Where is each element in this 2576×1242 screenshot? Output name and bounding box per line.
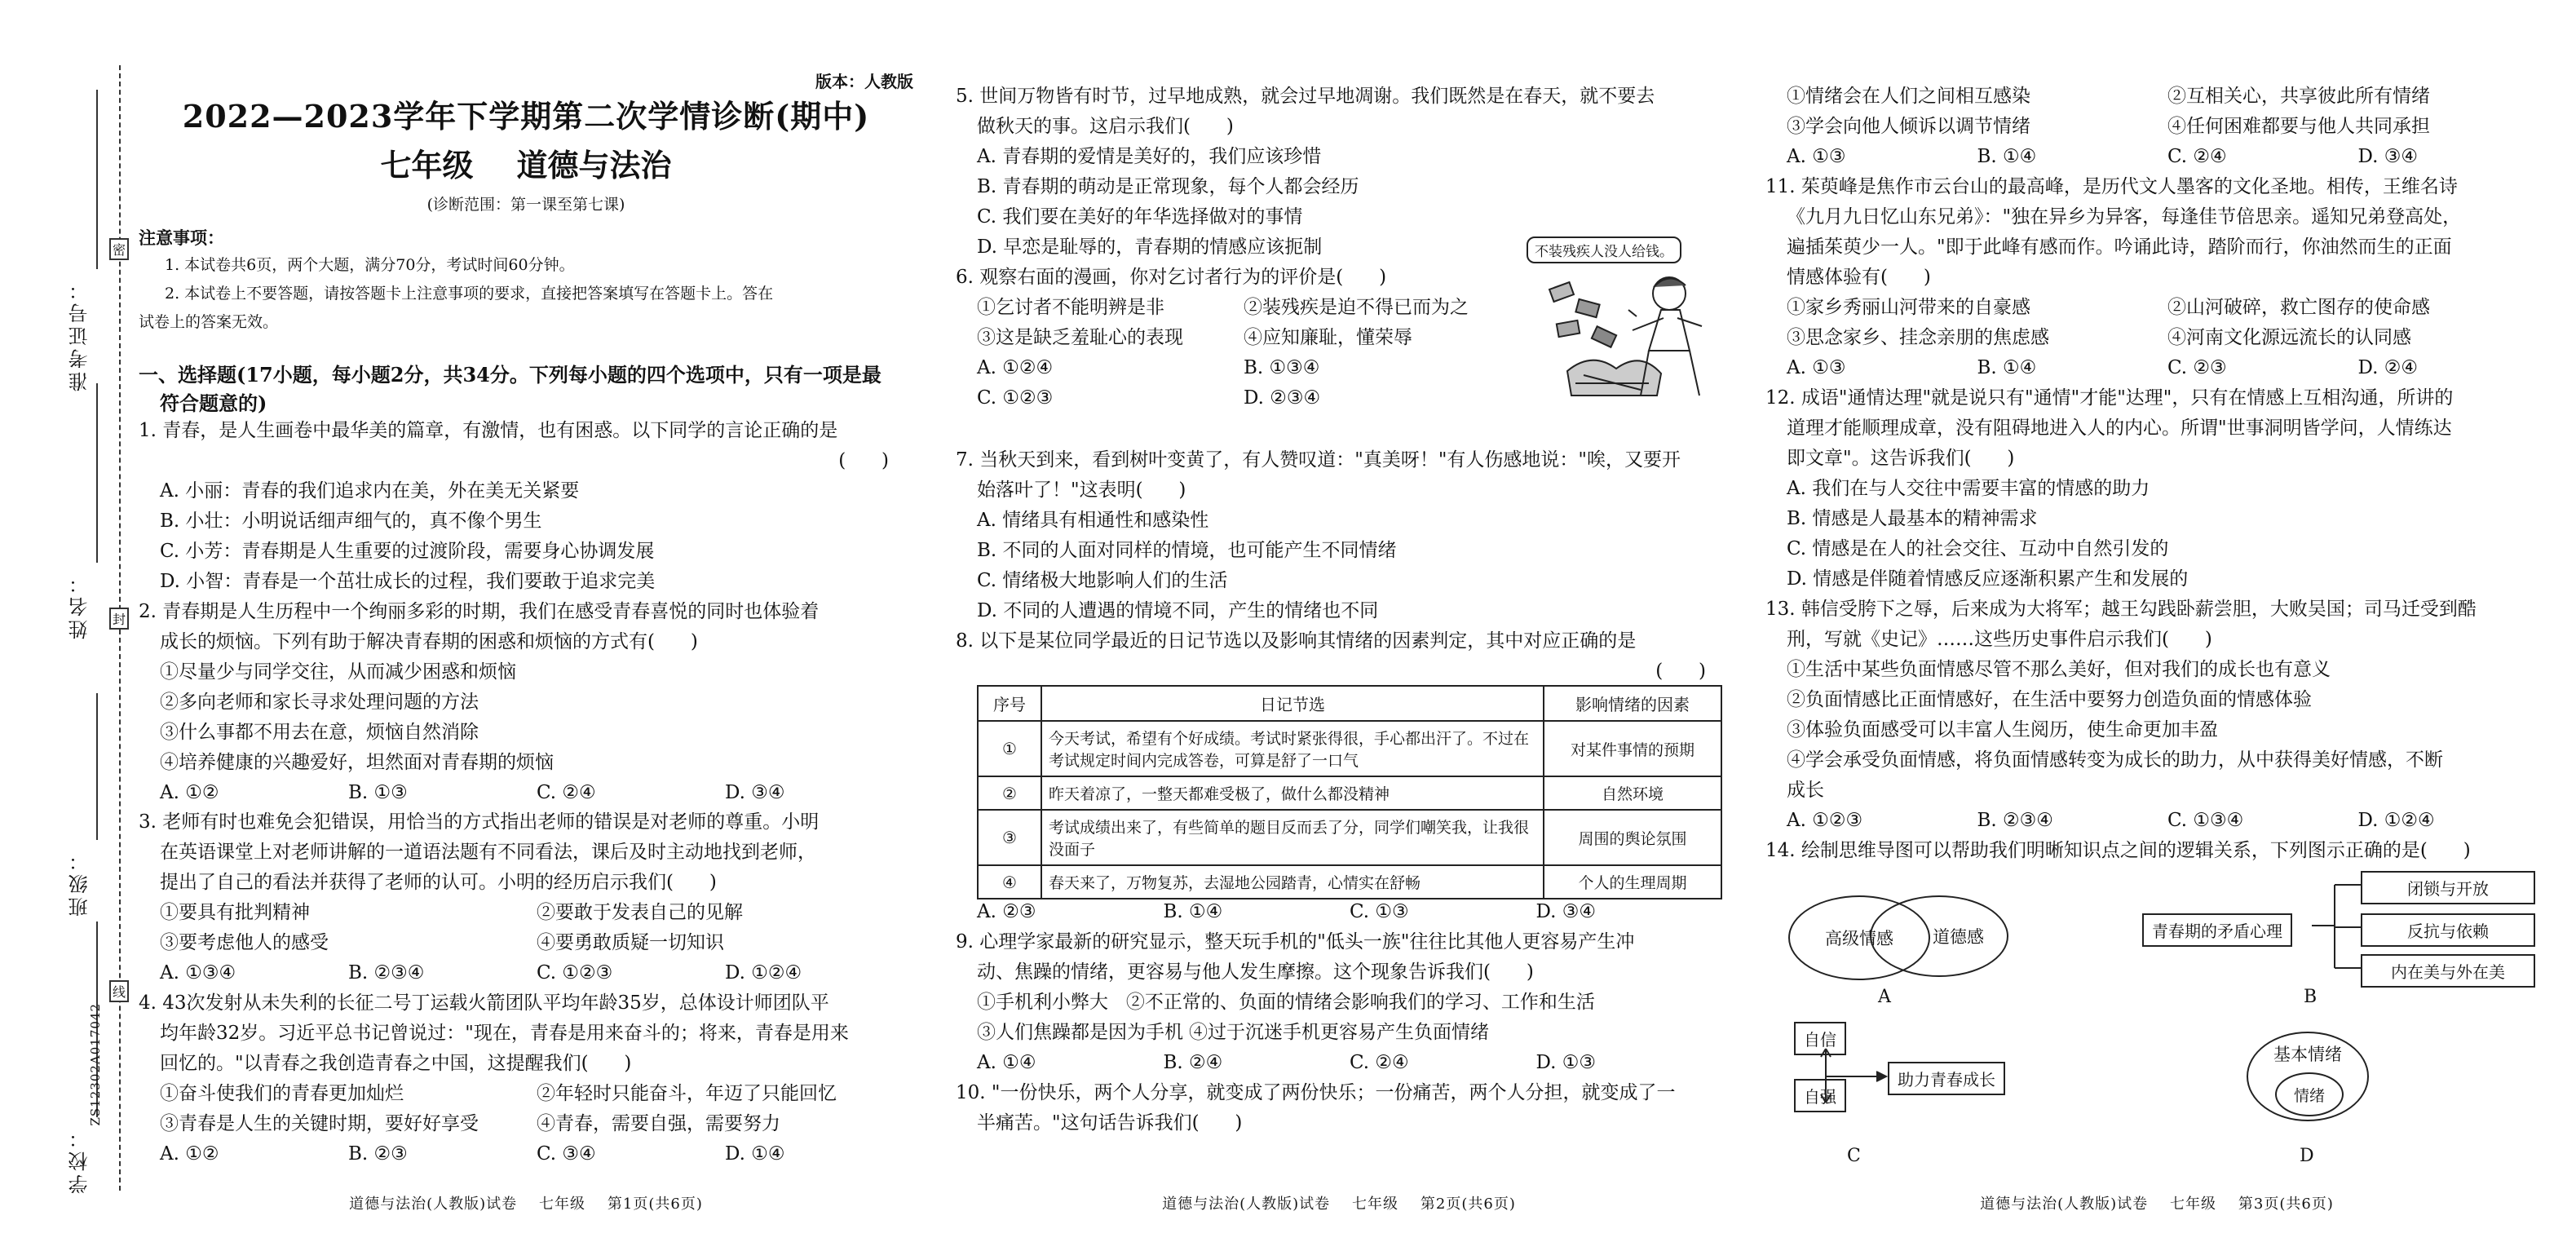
q11-item-2: ②山河破碎，救亡图存的使命感	[2167, 297, 2430, 318]
diagram-b-item-2: 反抗与依赖	[2361, 913, 2535, 947]
q12-stem: 12. 成语"通情达理"就是说只有"通情"才能"达理"，只有在情感上互相沟通，所讲的	[1765, 387, 2454, 409]
notice-2: 2. 本试卷上不要答题，请按答题卡上注意事项的要求，直接把答案填写在答题卡上。答在	[165, 285, 774, 303]
exam-scope: (诊断范围：第一课至第七课)	[426, 196, 625, 214]
q1-option-a: A. 小丽：青春的我们追求内在美，外在美无关紧要	[160, 480, 580, 502]
diagram-b-center: 青春期的矛盾心理	[2142, 913, 2292, 947]
q6-item-2: ②装残疾是迫不得已而为之	[1244, 297, 1469, 318]
cartoon-drawing	[1518, 228, 1722, 416]
q4-item-2: ②年轻时只能奋斗，年迈了只能回忆	[537, 1083, 837, 1104]
q6-item-4: ④应知廉耻，懂荣辱	[1244, 327, 1412, 348]
notice-1: 1. 本试卷共6页，两个大题，满分70分，考试时间60分钟。	[165, 256, 575, 274]
question-7	[956, 445, 1722, 626]
page-1	[139, 0, 913, 1242]
q3-option-d: D. ①②④	[725, 962, 802, 983]
q10-option-c: C. ②④	[2167, 146, 2227, 167]
page-3	[1765, 0, 2548, 1242]
q13-option-a: A. ①②③	[1787, 810, 1863, 831]
table-row	[978, 865, 1721, 899]
q4-stem-b: 均年龄32岁。习近平总书记曾说过："现在，青春是用来奋斗的；将来，青春是用来	[160, 1023, 849, 1044]
q2-item-3: ③什么事都不用去在意，烦恼自然消除	[160, 722, 479, 743]
q7-option-b: B. 不同的人面对同样的情境，也可能产生不同情绪	[977, 540, 1397, 561]
table-row	[978, 776, 1721, 810]
q3-stem: 3. 老师有时也难免会犯错误，用恰当的方式指出老师的错误是对老师的尊重。小明	[139, 811, 820, 833]
q11-items-row1	[1765, 293, 2548, 323]
q11-stem-d: 情感体验有( )	[1787, 267, 1931, 288]
q6-items-row2	[956, 323, 1510, 353]
diagram-b-item-1: 闭锁与开放	[2361, 871, 2535, 904]
q4-items-row2	[139, 1109, 913, 1139]
q13-option-b: B. ②③④	[1977, 810, 2053, 831]
q6-item-1: ①乞讨者不能明辨是非	[977, 297, 1164, 318]
q3-item-3: ③要考虑他人的感受	[160, 932, 329, 953]
q1-paren: ( )	[838, 450, 889, 471]
binding-strip	[0, 0, 130, 1242]
diary-table	[977, 685, 1722, 899]
q9-option-a: A. ①④	[977, 1052, 1036, 1073]
q10-item-1: ①情绪会在人们之间相互感染	[1787, 86, 2030, 107]
q6-options-row2	[956, 383, 1510, 413]
section-1-heading: 一、选择题(17小题，每小题2分，共34分。下列每小题的四个选项中，只有一项是最	[139, 363, 881, 387]
edition-label: 版本：人教版	[815, 72, 913, 91]
row-diary: 春天来了，万物复苏，去湿地公园踏青，心情实在舒畅	[1041, 865, 1544, 899]
q10-stem: 10. "一份快乐，两个人分享，就变成了两份快乐；一份痛苦，两个人分担，就变成了一	[956, 1082, 1676, 1103]
q11-option-b: B. ①④	[1977, 357, 2037, 378]
table-row	[978, 721, 1721, 776]
q9-option-b: B. ②④	[1163, 1052, 1223, 1073]
paper-code: ZS12302A017042	[88, 1003, 103, 1126]
class-line	[96, 693, 98, 840]
q3-item-4: ④要勇敢质疑一切知识	[537, 932, 724, 953]
q10-stem-b: 半痛苦。"这句话告诉我们( )	[977, 1112, 1243, 1134]
q5-option-a: A. 青春期的爱情是美好的，我们应该珍惜	[977, 146, 1322, 167]
q2-option-c: C. ②④	[537, 782, 596, 803]
q2-item-2: ②多向老师和家长寻求处理问题的方法	[160, 692, 479, 713]
diagram-a-left-ellipse: 高级情感	[1788, 895, 1930, 980]
question-6	[956, 263, 1510, 413]
q13-item-3: ③体验负面感受可以丰富人生阅历，使生命更加丰盈	[1787, 719, 2218, 740]
q1-option-c: C. 小芳：青春期是人生重要的过渡阶段，需要身心协调发展	[160, 541, 655, 562]
q6-option-a: A. ①②④	[977, 357, 1054, 378]
q9-stem: 9. 心理学家最新的研究显示，整天玩手机的"低头一族"往往比其他人更容易产生冲	[956, 931, 1635, 952]
diagram-b-item-3: 内在美与外在美	[2361, 954, 2535, 988]
q8-stem: 8. 以下是某位同学最近的日记节选以及影响其情绪的因素判定，其中对应正确的是	[956, 630, 1637, 652]
student-name-line	[96, 383, 98, 563]
q11-item-3: ③思念家乡、挂念亲朋的焦虑感	[1787, 327, 2049, 348]
q3-options	[139, 958, 913, 988]
row-diary: 考试成绩出来了，有些简单的题目反而丢了分，同学们嘲笑我，让我很没面子	[1041, 810, 1544, 865]
q4-option-d: D. ①④	[725, 1143, 785, 1165]
row-factor: 个人的生理周期	[1544, 865, 1721, 899]
q9-option-c: C. ②④	[1350, 1052, 1409, 1073]
notice-title: 注意事项：	[139, 228, 224, 248]
q10-item-4: ④任何困难都要与他人共同承担	[2167, 116, 2430, 137]
diary-table-header	[978, 686, 1721, 721]
q10-item-3: ③学会向他人倾诉以调节情绪	[1787, 116, 2030, 137]
q7-stem-b: 始落叶了！"这表明( )	[977, 480, 1186, 501]
q2-item-1: ①尽量少与同学交往，从而减少困惑和烦恼	[160, 661, 516, 683]
q5-option-d: D. 早恋是耻辱的，青春期的情感应该扼制	[977, 236, 1323, 258]
row-no: ③	[978, 810, 1041, 865]
q8-option-c: C. ①③	[1350, 901, 1409, 922]
q2-item-4: ④培养健康的兴趣爱好，坦然面对青春期的烦恼	[160, 752, 554, 773]
q13-option-d: D. ①②④	[2357, 810, 2435, 831]
q4-stem: 4. 43次发射从未失利的长征二号丁运载火箭团队平均年龄35岁，总体设计师团队平	[139, 992, 829, 1014]
q4-stem-c: 回忆的。"以青春之我创造青春之中国，这提醒我们( )	[160, 1053, 632, 1074]
diagram-c-label: C	[1847, 1146, 1861, 1166]
q2-options	[139, 778, 913, 808]
exam-subtitle: 七年级 道德与法治	[380, 147, 672, 183]
question-4	[139, 988, 913, 1169]
question-11	[1765, 172, 2548, 383]
q7-stem: 7. 当秋天到来，看到树叶变黄了，有人赞叹道："真美呀！"有人伤感地说："唉，又要开	[956, 449, 1681, 471]
q8-paren: ( )	[1655, 661, 1706, 682]
q3-option-c: C. ①②③	[537, 962, 613, 983]
q4-options	[139, 1139, 913, 1169]
q11-items-row2	[1765, 323, 2548, 353]
q4-item-1: ①奋斗使我们的青春更加灿烂	[160, 1083, 404, 1104]
diagram-d-inner: 情绪	[2275, 1072, 2344, 1116]
q9-item-4: ④过于沉迷手机更容易产生负面情绪	[1189, 1022, 1489, 1043]
q2-option-b: B. ①③	[348, 782, 408, 803]
q9-options	[956, 1048, 1722, 1078]
row-factor: 自然环境	[1544, 776, 1721, 810]
question-10-cont	[1765, 82, 2548, 172]
q12-stem-b: 道理才能顺理成章，没有阻碍地进入人的内心。所谓"世事洞明皆学问，人情练达	[1787, 418, 2452, 439]
notice-2b: 试卷上的答案无效。	[139, 313, 279, 331]
q7-option-c: C. 情绪极大地影响人们的生活	[977, 570, 1228, 591]
q9-items-row2	[956, 1018, 1722, 1048]
q11-stem-b: 《九月九日忆山东兄弟》："独在异乡为异客，每逢佳节倍思亲。遥知兄弟登高处，	[1787, 206, 2462, 228]
q3-stem-b: 在英语课堂上对老师讲解的一道语法题有不同看法，课后及时主动地找到老师，	[160, 842, 816, 863]
diagram-c-bottom: 自强	[1794, 1079, 1846, 1112]
diagram-c-arrows	[1816, 1044, 1889, 1134]
q3-item-1: ①要具有批判精神	[160, 902, 310, 923]
diagram-c-target: 助力青春成长	[1888, 1062, 2005, 1095]
q4-item-3: ③青春是人生的关键时期，要好好享受	[160, 1113, 479, 1134]
table-row	[978, 810, 1721, 865]
diagram-a-right-label: 道德感	[1933, 927, 1984, 947]
col-diary: 日记节选	[1041, 686, 1544, 721]
diagram-c-top: 自信	[1794, 1022, 1846, 1055]
school-label: 学校：	[68, 1125, 91, 1194]
diagram-b-label: B	[2304, 987, 2318, 1007]
q6-options-row1	[956, 353, 1510, 383]
q10-option-b: B. ①④	[1977, 146, 2037, 167]
student-name-label: 姓名：	[68, 571, 91, 639]
page-2-footer: 道德与法治(人教版)试卷 七年级 第2页(共6页)	[1162, 1196, 1516, 1213]
q12-stem-c: 即文章"。这告诉我们( )	[1787, 448, 2015, 469]
q9-items-12: ①手机利小弊大 ②不正常的、负面的情绪会影响我们的学习、工作和生活	[977, 992, 1595, 1013]
question-10	[956, 1078, 1722, 1138]
exam-id-line	[96, 90, 98, 269]
q4-option-b: B. ②③	[348, 1143, 408, 1165]
q10-options	[1765, 142, 2548, 172]
q9-item-3: ③人们焦躁都是因为手机	[977, 1022, 1183, 1043]
q11-stem: 11. 茱萸峰是焦作市云台山的最高峰，是历代文人墨客的文化圣地。相传，王维名诗	[1765, 176, 2458, 197]
q10-items-row1	[1765, 82, 2548, 112]
q5-option-c: C. 我们要在美好的年华选择做对的事情	[977, 206, 1303, 228]
q10-option-d: D. ③④	[2357, 146, 2418, 167]
q6-option-c: C. ①②③	[977, 387, 1054, 409]
q6-item-3: ③这是缺乏羞耻心的表现	[977, 327, 1183, 348]
question-8	[956, 626, 1722, 687]
q11-item-1: ①家乡秀丽山河带来的自豪感	[1787, 297, 2030, 318]
row-no: ②	[978, 776, 1041, 810]
q13-item-1: ①生活中某些负面情感尽管不那么美好，但对我们的成长也有意义	[1787, 659, 2331, 680]
q12-option-a: A. 我们在与人交往中需要丰富的情感的助力	[1787, 478, 2150, 499]
class-label: 班级：	[68, 848, 91, 917]
seal-mark-top: 密	[109, 238, 129, 260]
q2-stem: 2. 青春期是人生历程中一个绚丽多彩的时期，我们在感受青春喜悦的同时也体验着	[139, 601, 820, 622]
q11-option-a: A. ①③	[1787, 357, 1846, 378]
q8-option-b: B. ①④	[1163, 901, 1223, 922]
question-14	[1765, 836, 2548, 866]
q12-option-d: D. 情感是伴随着情感反应逐渐积累产生和发展的	[1787, 568, 2189, 590]
q3-items-row1	[139, 898, 913, 928]
q5-stem: 5. 世间万物皆有时节，过早地成熟，就会过早地凋谢。我们既然是在春天，就不要去	[956, 86, 1655, 107]
q5-stem-b: 做秋天的事。这启示我们( )	[977, 116, 1234, 137]
q3-stem-c: 提出了自己的看法并获得了老师的认可。小明的经历启示我们( )	[160, 872, 717, 893]
row-diary: 今天考试，希望有个好成绩。考试时紧张得很，手心都出汗了。不过在考试规定时间内完成答卷，可算是舒了一口气	[1041, 721, 1544, 776]
col-factor: 影响情绪的因素	[1544, 686, 1721, 721]
q7-option-d: D. 不同的人遭遇的情境不同，产生的情绪也不同	[977, 600, 1379, 621]
col-no: 序号	[978, 686, 1041, 721]
q11-options	[1765, 353, 2548, 383]
q14-stem: 14. 绘制思维导图可以帮助我们明晰知识点之间的逻辑关系，下列图示正确的是( )	[1765, 840, 2471, 861]
q9-option-d: D. ①③	[1535, 1052, 1596, 1073]
diagram-a-right-ellipse	[1870, 895, 2008, 977]
q4-items-row1	[139, 1079, 913, 1109]
question-13	[1765, 594, 2548, 836]
q4-option-a: A. ①②	[160, 1143, 219, 1165]
q13-options	[1765, 806, 2548, 836]
exam-title: 2022—2023学年下学期第二次学情诊断(期中)	[182, 98, 870, 135]
q12-option-b: B. 情感是人最基本的精神需求	[1787, 508, 2038, 529]
q11-option-d: D. ②④	[2357, 357, 2418, 378]
q10-option-a: A. ①③	[1787, 146, 1846, 167]
question-9	[956, 927, 1722, 1078]
q10-item-2: ②互相关心，共享彼此所有情绪	[2167, 86, 2430, 107]
seal-mark-mid: 封	[109, 608, 129, 630]
q8-options	[977, 897, 1722, 927]
q4-option-c: C. ③④	[537, 1143, 596, 1165]
q11-option-c: C. ②③	[2167, 357, 2227, 378]
q1-stem: 1. 青春，是人生画卷中最华美的篇章，有激情，也有困惑。以下同学的言论正确的是	[139, 420, 838, 441]
q3-option-b: B. ②③④	[348, 962, 425, 983]
q2-stem-b: 成长的烦恼。下列有助于解决青春期的困惑和烦恼的方式有( )	[160, 631, 698, 652]
diagram-d-label: D	[2300, 1146, 2314, 1166]
q11-stem-c: 遍插茱萸少一人。"即于此峰有感而作。吟诵此诗，踏阶而行，你油然而生的正面	[1787, 236, 2452, 258]
q13-option-c: C. ①③④	[2167, 810, 2244, 831]
question-3	[139, 807, 913, 988]
row-no: ①	[978, 721, 1041, 776]
q8-option-a: A. ②③	[977, 901, 1036, 922]
q6-option-b: B. ①③④	[1244, 357, 1320, 378]
diagram-b-connectors	[2312, 877, 2361, 975]
cartoon-speech-bubble: 不装残疾人没人给钱。	[1527, 236, 1681, 263]
question-8-options	[977, 897, 1722, 927]
q13-stem: 13. 韩信受胯下之辱，后来成为大将军；越王勾践卧薪尝胆，大败吴国；司马迁受到酷	[1765, 599, 2477, 620]
q5-option-b: B. 青春期的萌动是正常现象，每个人都会经历	[977, 176, 1359, 197]
row-factor: 对某件事情的预期	[1544, 721, 1721, 776]
q6-items-row1	[956, 293, 1510, 323]
q2-option-a: A. ①②	[160, 782, 219, 803]
q3-item-2: ②要敢于发表自己的见解	[537, 902, 743, 923]
row-factor: 周围的舆论氛围	[1544, 810, 1721, 865]
q13-item-2: ②负面情感比正面情感好，在生活中要努力创造负面的情感体验	[1787, 689, 2312, 710]
q13-stem-b: 刑，写就《史记》……这些历史事件启示我们( )	[1787, 629, 2212, 650]
section-1-heading-b: 符合题意的)	[160, 391, 267, 415]
q12-option-c: C. 情感是在人的社会交往、互动中自然引发的	[1787, 538, 2169, 559]
seal-mark-bot: 线	[109, 980, 129, 1002]
page-1-footer: 道德与法治(人教版)试卷 七年级 第1页(共6页)	[349, 1196, 703, 1213]
q3-option-a: A. ①③④	[160, 962, 236, 983]
beggar-cartoon	[1518, 228, 1722, 416]
diagram-a-label: A	[1878, 987, 1891, 1007]
q9-stem-b: 动、焦躁的情绪，更容易与他人发生摩擦。这个现象告诉我们( )	[977, 961, 1534, 983]
q1-option-b: B. 小壮：小明说话细声细气的，真不像个男生	[160, 511, 542, 532]
q2-option-d: D. ③④	[725, 782, 785, 803]
q6-option-d: D. ②③④	[1244, 387, 1321, 409]
q1-option-d: D. 小智：青春是一个茁壮成长的过程，我们要敢于追求完美	[160, 571, 656, 592]
q8-option-d: D. ③④	[1535, 901, 1596, 922]
q10-items-row2	[1765, 112, 2548, 142]
question-2	[139, 597, 913, 808]
q4-item-4: ④青春，需要自强，需要努力	[537, 1113, 780, 1134]
page-3-footer: 道德与法治(人教版)试卷 七年级 第3页(共6页)	[1980, 1196, 2334, 1213]
row-no: ④	[978, 865, 1041, 899]
q3-items-row2	[139, 928, 913, 958]
q11-item-4: ④河南文化源远流长的认同感	[2167, 327, 2411, 348]
diagram-d-outer-label: 基本情绪	[2273, 1045, 2342, 1064]
exam-id-label: 准考证号：	[68, 277, 91, 391]
question-12	[1765, 383, 2548, 594]
question-1	[139, 416, 913, 597]
q13-item-4: ④学会承受负面情感，将负面情感转变为成长的助力，从中获得美好情感，不断	[1787, 749, 2443, 771]
page-2	[956, 0, 1722, 1242]
q7-option-a: A. 情绪具有相通性和感染性	[977, 510, 1209, 531]
row-diary: 昨天着凉了，一整天都难受极了，做什么都没精神	[1041, 776, 1544, 810]
q6-stem: 6. 观察右面的漫画，你对乞讨者行为的评价是( )	[956, 267, 1387, 288]
q13-item-4b: 成长	[1787, 780, 1824, 801]
